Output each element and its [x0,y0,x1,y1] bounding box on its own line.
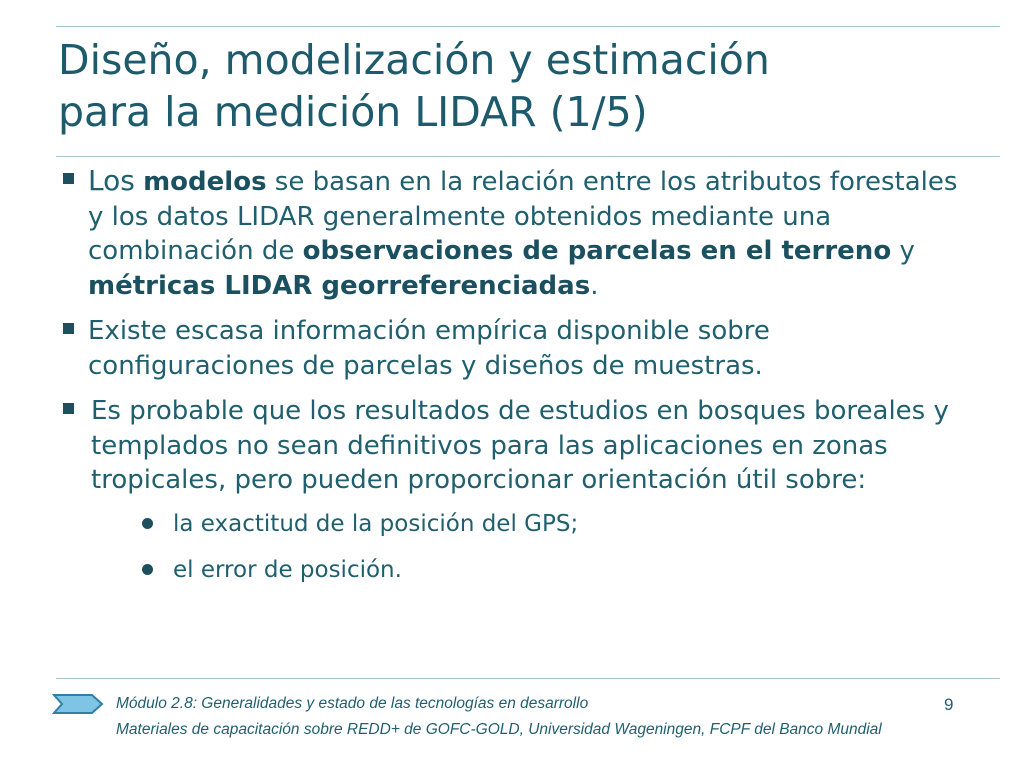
sub-bullet-gps [58,509,958,539]
sub-bullet-position-error [58,555,958,585]
bullet-text: Es probable que los resultados de estudios en bosques boreales y templados no sean definitivos para las aplicaciones en zonas tropicales, pero pueden proporcionar orientación útil sobre: [91,396,949,495]
square-bullet-icon [63,173,74,184]
bullet-text-part: y [891,236,915,266]
sub-bullet-text: la exactitud de la posición del GPS; [173,510,579,537]
round-bullet-icon [142,564,153,575]
sub-bullet-text: el error de posición. [173,556,402,583]
bullet-models [58,164,958,303]
bullet-bold-text: observaciones de parcelas en el terreno [302,236,892,266]
page-number: 9 [944,695,954,714]
bullet-text: Existe escasa información empírica disponible sobre configuraciones de parcelas y diseños de muestras. [88,316,770,381]
bullet-bold-text: métricas LIDAR georreferenciadas [88,270,591,301]
footer-module-label: Módulo 2.8: Generalidades y estado de las tecnologías en desarrollo [116,695,589,712]
bullet-text-part [135,167,143,197]
footer-rule [56,678,1000,679]
bullet-text-part: se basan en la relación entre los atributos forestales y los datos LIDAR generalmente obtenidos mediante una combinación de [88,167,958,266]
slide-title-line1: Diseño, modelización y estimación [58,36,770,84]
bullet-bold-text: modelos [143,167,267,197]
chevron-arrow-icon [52,693,104,715]
square-bullet-icon [63,323,74,334]
top-rule [56,26,1000,27]
bullet-text-part: Los [88,164,135,197]
slide-title-line2: para la medición LIDAR (1/5) [58,88,648,136]
bullet-text-part: . [590,270,599,301]
title-rule [56,156,1000,157]
bullet-empirical-info [58,314,958,383]
bullet-boreal-studies [58,394,958,498]
square-bullet-icon [63,403,74,414]
slide-title [58,34,978,138]
slide-body [58,164,958,601]
footer-credits: Materiales de capacitación sobre REDD+ de GOFC-GOLD, Universidad Wageningen, FCPF del Banco Mundial [116,721,882,738]
round-bullet-icon [142,518,153,529]
